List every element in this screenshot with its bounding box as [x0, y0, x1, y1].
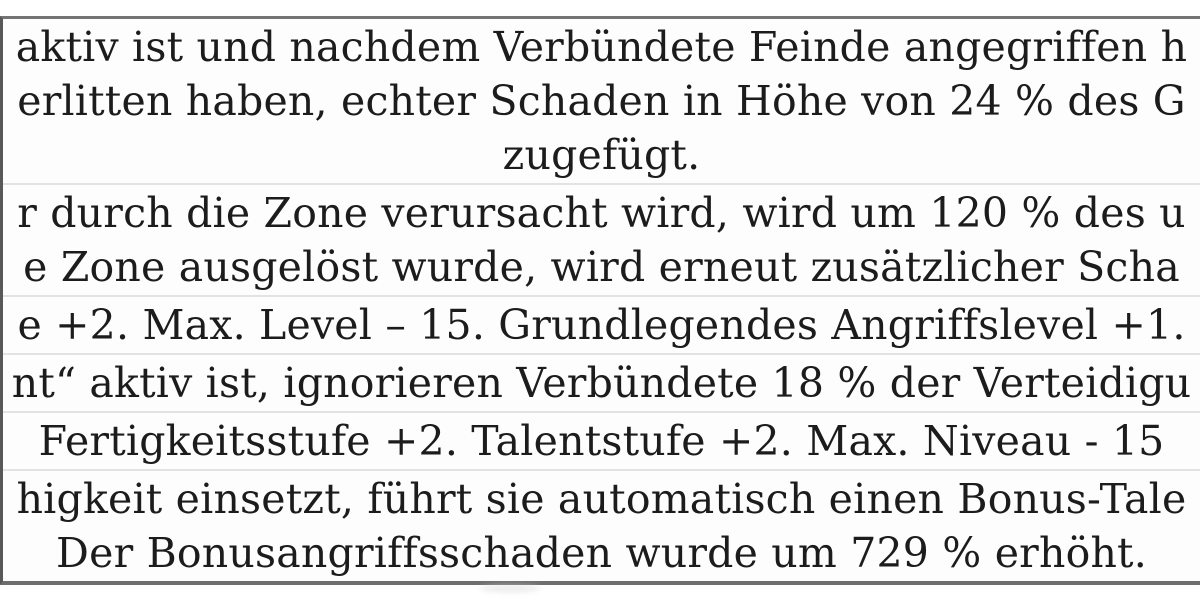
table-row	[3, 469, 1200, 581]
row-line: erlitten haben, echter Schaden in Höhe von 24 % des G	[17, 77, 1186, 125]
row-line: Der Bonusangriffsschaden wurde um 729 % erhöht.	[56, 529, 1147, 577]
artifact-smudge	[480, 585, 540, 592]
row-line: zugefügt.	[502, 131, 701, 179]
row-line: e +2. Max. Level – 15. Grundlegendes Angriffslevel +1.	[17, 301, 1186, 349]
row-line: r durch die Zone verursacht wird, wird um 120 % des u	[17, 189, 1186, 237]
table-row	[3, 19, 1200, 183]
skill-table	[0, 16, 1200, 585]
table-row	[3, 295, 1200, 353]
row-line: higkeit einsetzt, führt sie automatisch einen Bonus-Tale	[16, 475, 1187, 523]
row-line: e Zone ausgelöst wurde, wird erneut zusätzlicher Scha	[23, 243, 1180, 291]
table-row	[3, 183, 1200, 295]
row-line: nt“ aktiv ist, ignorieren Verbündete 18 % der Verteidigu	[11, 359, 1192, 407]
table-row	[3, 411, 1200, 469]
table-row	[3, 353, 1200, 411]
row-line: Fertigkeitsstufe +2. Talentstufe +2. Max. Niveau - 15	[38, 417, 1165, 465]
row-line: aktiv ist und nachdem Verbündete Feinde angegriffen h	[15, 23, 1188, 71]
